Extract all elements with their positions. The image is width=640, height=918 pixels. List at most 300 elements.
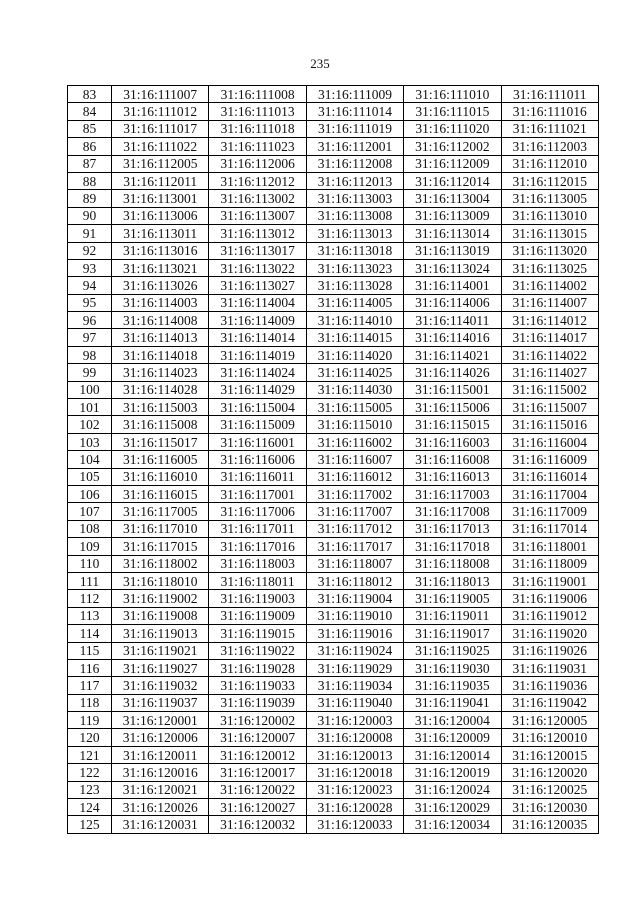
cadastral-code-cell: 31:16:113002 [209,190,306,207]
row-number-cell: 118 [68,694,112,711]
cadastral-code-cell: 31:16:115008 [112,416,209,433]
table-row [68,625,599,642]
cadastral-code-cell: 31:16:112015 [501,172,598,189]
cadastral-code-cell: 31:16:118013 [404,572,501,589]
cadastral-code-cell: 31:16:115006 [404,399,501,416]
cadastral-code-cell: 31:16:112002 [404,138,501,155]
table-row [68,312,599,329]
cadastral-code-cell: 31:16:113013 [306,225,403,242]
cadastral-code-cell: 31:16:114030 [306,381,403,398]
cadastral-code-cell: 31:16:118011 [209,572,306,589]
row-number-cell: 101 [68,399,112,416]
table-row [68,433,599,450]
cadastral-code-cell: 31:16:119034 [306,677,403,694]
cadastral-code-cell: 31:16:113024 [404,259,501,276]
cadastral-code-cell: 31:16:111010 [404,86,501,103]
cadastral-code-cell: 31:16:119016 [306,625,403,642]
cadastral-code-cell: 31:16:119040 [306,694,403,711]
cadastral-code-cell: 31:16:120022 [209,781,306,798]
table-row [68,120,599,137]
cadastral-code-cell: 31:16:112001 [306,138,403,155]
cadastral-code-cell: 31:16:117012 [306,520,403,537]
cadastral-code-cell: 31:16:114008 [112,312,209,329]
cadastral-code-cell: 31:16:112011 [112,172,209,189]
cadastral-code-cell: 31:16:114022 [501,346,598,363]
cadastral-code-cell: 31:16:116004 [501,433,598,450]
cadastral-code-cell: 31:16:116009 [501,451,598,468]
cadastral-code-cell: 31:16:117013 [404,520,501,537]
cadastral-code-cell: 31:16:116006 [209,451,306,468]
cadastral-code-cell: 31:16:113014 [404,225,501,242]
cadastral-code-cell: 31:16:120016 [112,764,209,781]
cadastral-code-cell: 31:16:120015 [501,746,598,763]
row-number-cell: 90 [68,207,112,224]
cadastral-table-body [68,86,599,834]
row-number-cell: 112 [68,590,112,607]
cadastral-code-cell: 31:16:119028 [209,659,306,676]
row-number-cell: 124 [68,799,112,816]
cadastral-code-cell: 31:16:119012 [501,607,598,624]
table-row [68,294,599,311]
cadastral-code-cell: 31:16:120001 [112,712,209,729]
cadastral-code-cell: 31:16:120006 [112,729,209,746]
cadastral-code-cell: 31:16:113011 [112,225,209,242]
cadastral-code-cell: 31:16:118012 [306,572,403,589]
row-number-cell: 125 [68,816,112,833]
row-number-cell: 93 [68,259,112,276]
table-row [68,590,599,607]
cadastral-code-cell: 31:16:111020 [404,120,501,137]
cadastral-code-cell: 31:16:116003 [404,433,501,450]
cadastral-code-cell: 31:16:117004 [501,485,598,502]
table-row [68,781,599,798]
table-row [68,677,599,694]
cadastral-code-cell: 31:16:111009 [306,86,403,103]
cadastral-code-cell: 31:16:119015 [209,625,306,642]
cadastral-code-cell: 31:16:115016 [501,416,598,433]
page-number: 235 [310,56,330,71]
cadastral-code-cell: 31:16:119041 [404,694,501,711]
cadastral-code-cell: 31:16:116005 [112,451,209,468]
cadastral-code-cell: 31:16:120010 [501,729,598,746]
row-number-cell: 98 [68,346,112,363]
cadastral-code-cell: 31:16:120030 [501,799,598,816]
cadastral-code-cell: 31:16:111013 [209,103,306,120]
cadastral-code-cell: 31:16:117011 [209,520,306,537]
row-number-cell: 105 [68,468,112,485]
cadastral-code-cell: 31:16:113006 [112,207,209,224]
cadastral-code-cell: 31:16:120023 [306,781,403,798]
cadastral-code-cell: 31:16:114004 [209,294,306,311]
cadastral-code-cell: 31:16:120027 [209,799,306,816]
cadastral-code-cell: 31:16:120018 [306,764,403,781]
cadastral-code-cell: 31:16:115003 [112,399,209,416]
cadastral-code-cell: 31:16:119032 [112,677,209,694]
cadastral-code-cell: 31:16:111016 [501,103,598,120]
cadastral-code-cell: 31:16:119005 [404,590,501,607]
cadastral-code-cell: 31:16:114001 [404,277,501,294]
cadastral-code-cell: 31:16:120009 [404,729,501,746]
table-row [68,364,599,381]
cadastral-code-cell: 31:16:119004 [306,590,403,607]
cadastral-code-cell: 31:16:118002 [112,555,209,572]
cadastral-code-cell: 31:16:120031 [112,816,209,833]
cadastral-code-cell: 31:16:117010 [112,520,209,537]
cadastral-code-cell: 31:16:115015 [404,416,501,433]
cadastral-code-cell: 31:16:119010 [306,607,403,624]
cadastral-code-cell: 31:16:116007 [306,451,403,468]
table-row [68,259,599,276]
cadastral-code-cell: 31:16:114023 [112,364,209,381]
table-row [68,607,599,624]
table-row [68,555,599,572]
row-number-cell: 121 [68,746,112,763]
cadastral-code-cell: 31:16:114005 [306,294,403,311]
cadastral-code-cell: 31:16:112003 [501,138,598,155]
row-number-cell: 103 [68,433,112,450]
cadastral-code-cell: 31:16:117005 [112,503,209,520]
cadastral-code-cell: 31:16:113028 [306,277,403,294]
table-row [68,729,599,746]
cadastral-code-cell: 31:16:120035 [501,816,598,833]
cadastral-code-cell: 31:16:112014 [404,172,501,189]
cadastral-code-cell: 31:16:114024 [209,364,306,381]
cadastral-code-cell: 31:16:116001 [209,433,306,450]
table-row [68,468,599,485]
row-number-cell: 89 [68,190,112,207]
cadastral-code-cell: 31:16:113026 [112,277,209,294]
cadastral-code-cell: 31:16:113018 [306,242,403,259]
cadastral-code-cell: 31:16:113012 [209,225,306,242]
cadastral-code-cell: 31:16:113008 [306,207,403,224]
table-row [68,799,599,816]
cadastral-code-cell: 31:16:120007 [209,729,306,746]
cadastral-code-cell: 31:16:111018 [209,120,306,137]
cadastral-code-cell: 31:16:120033 [306,816,403,833]
cadastral-code-cell: 31:16:114025 [306,364,403,381]
table-row [68,572,599,589]
cadastral-code-cell: 31:16:119021 [112,642,209,659]
cadastral-code-cell: 31:16:118008 [404,555,501,572]
cadastral-code-cell: 31:16:114021 [404,346,501,363]
table-row [68,485,599,502]
cadastral-code-cell: 31:16:118007 [306,555,403,572]
cadastral-code-cell: 31:16:118001 [501,538,598,555]
row-number-cell: 119 [68,712,112,729]
row-number-cell: 94 [68,277,112,294]
table-row [68,746,599,763]
cadastral-code-cell: 31:16:114020 [306,346,403,363]
cadastral-code-cell: 31:16:119025 [404,642,501,659]
cadastral-code-cell: 31:16:113007 [209,207,306,224]
table-row [68,816,599,833]
cadastral-code-cell: 31:16:120013 [306,746,403,763]
cadastral-code-cell: 31:16:120032 [209,816,306,833]
cadastral-code-cell: 31:16:114009 [209,312,306,329]
cadastral-code-cell: 31:16:115017 [112,433,209,450]
cadastral-code-cell: 31:16:119030 [404,659,501,676]
cadastral-code-cell: 31:16:113005 [501,190,598,207]
cadastral-code-cell: 31:16:111021 [501,120,598,137]
row-number-cell: 85 [68,120,112,137]
cadastral-code-cell: 31:16:119013 [112,625,209,642]
cadastral-code-cell: 31:16:114027 [501,364,598,381]
cadastral-code-cell: 31:16:120008 [306,729,403,746]
table-row [68,225,599,242]
row-number-cell: 100 [68,381,112,398]
table-row [68,416,599,433]
cadastral-code-cell: 31:16:116012 [306,468,403,485]
table-row [68,764,599,781]
cadastral-code-cell: 31:16:118003 [209,555,306,572]
cadastral-code-cell: 31:16:117003 [404,485,501,502]
cadastral-code-cell: 31:16:114016 [404,329,501,346]
row-number-cell: 116 [68,659,112,676]
cadastral-code-cell: 31:16:111015 [404,103,501,120]
cadastral-code-cell: 31:16:118010 [112,572,209,589]
row-number-cell: 111 [68,572,112,589]
cadastral-code-cell: 31:16:117015 [112,538,209,555]
table-row [68,503,599,520]
cadastral-code-cell: 31:16:115004 [209,399,306,416]
cadastral-code-cell: 31:16:119011 [404,607,501,624]
cadastral-code-cell: 31:16:113017 [209,242,306,259]
table-row [68,207,599,224]
cadastral-code-cell: 31:16:114028 [112,381,209,398]
cadastral-code-cell: 31:16:115005 [306,399,403,416]
cadastral-code-cell: 31:16:113009 [404,207,501,224]
cadastral-code-cell: 31:16:113015 [501,225,598,242]
cadastral-code-cell: 31:16:114002 [501,277,598,294]
table-row [68,155,599,172]
row-number-cell: 110 [68,555,112,572]
cadastral-code-cell: 31:16:116010 [112,468,209,485]
cadastral-code-cell: 31:16:117006 [209,503,306,520]
cadastral-code-cell: 31:16:114011 [404,312,501,329]
cadastral-code-cell: 31:16:119020 [501,625,598,642]
cadastral-code-cell: 31:16:113021 [112,259,209,276]
table-row [68,242,599,259]
row-number-cell: 122 [68,764,112,781]
cadastral-code-cell: 31:16:114026 [404,364,501,381]
table-row [68,190,599,207]
cadastral-code-cell: 31:16:111022 [112,138,209,155]
cadastral-code-cell: 31:16:120011 [112,746,209,763]
cadastral-code-cell: 31:16:119001 [501,572,598,589]
table-row [68,399,599,416]
cadastral-code-cell: 31:16:113027 [209,277,306,294]
cadastral-code-cell: 31:16:116008 [404,451,501,468]
table-row [68,538,599,555]
cadastral-code-cell: 31:16:116002 [306,433,403,450]
row-number-cell: 87 [68,155,112,172]
table-row [68,712,599,729]
cadastral-code-cell: 31:16:120020 [501,764,598,781]
cadastral-code-cell: 31:16:113022 [209,259,306,276]
cadastral-code-cell: 31:16:112012 [209,172,306,189]
cadastral-code-cell: 31:16:119017 [404,625,501,642]
row-number-cell: 107 [68,503,112,520]
cadastral-code-cell: 31:16:113020 [501,242,598,259]
cadastral-code-cell: 31:16:114014 [209,329,306,346]
cadastral-code-cell: 31:16:116013 [404,468,501,485]
row-number-cell: 91 [68,225,112,242]
row-number-cell: 97 [68,329,112,346]
cadastral-code-cell: 31:16:120026 [112,799,209,816]
cadastral-code-cell: 31:16:112006 [209,155,306,172]
cadastral-code-cell: 31:16:120003 [306,712,403,729]
table-row [68,346,599,363]
cadastral-code-cell: 31:16:111008 [209,86,306,103]
cadastral-code-cell: 31:16:113001 [112,190,209,207]
row-number-cell: 114 [68,625,112,642]
row-number-cell: 96 [68,312,112,329]
cadastral-code-cell: 31:16:117001 [209,485,306,502]
row-number-cell: 102 [68,416,112,433]
cadastral-code-cell: 31:16:120029 [404,799,501,816]
cadastral-code-cell: 31:16:120024 [404,781,501,798]
cadastral-code-cell: 31:16:119042 [501,694,598,711]
table-row [68,520,599,537]
table-row [68,103,599,120]
cadastral-code-cell: 31:16:119006 [501,590,598,607]
cadastral-code-cell: 31:16:119003 [209,590,306,607]
cadastral-code-cell: 31:16:119035 [404,677,501,694]
cadastral-code-cell: 31:16:119039 [209,694,306,711]
row-number-cell: 117 [68,677,112,694]
cadastral-code-cell: 31:16:114013 [112,329,209,346]
cadastral-code-cell: 31:16:114007 [501,294,598,311]
cadastral-code-cell: 31:16:120002 [209,712,306,729]
cadastral-code-cell: 31:16:113025 [501,259,598,276]
cadastral-code-cell: 31:16:119029 [306,659,403,676]
cadastral-code-cell: 31:16:113003 [306,190,403,207]
cadastral-code-cell: 31:16:111017 [112,120,209,137]
row-number-cell: 86 [68,138,112,155]
cadastral-code-cell: 31:16:119008 [112,607,209,624]
cadastral-code-cell: 31:16:117007 [306,503,403,520]
cadastral-code-cell: 31:16:114019 [209,346,306,363]
cadastral-code-cell: 31:16:111019 [306,120,403,137]
cadastral-code-cell: 31:16:115002 [501,381,598,398]
cadastral-code-cell: 31:16:119027 [112,659,209,676]
row-number-cell: 113 [68,607,112,624]
cadastral-code-cell: 31:16:114012 [501,312,598,329]
cadastral-code-cell: 31:16:120017 [209,764,306,781]
cadastral-code-cell: 31:16:112008 [306,155,403,172]
cadastral-code-cell: 31:16:116011 [209,468,306,485]
cadastral-code-cell: 31:16:117002 [306,485,403,502]
cadastral-code-cell: 31:16:117009 [501,503,598,520]
cadastral-code-cell: 31:16:116014 [501,468,598,485]
cadastral-code-cell: 31:16:114029 [209,381,306,398]
cadastral-code-cell: 31:16:114015 [306,329,403,346]
cadastral-code-cell: 31:16:120005 [501,712,598,729]
row-number-cell: 120 [68,729,112,746]
table-row [68,642,599,659]
table-row [68,329,599,346]
table-row [68,694,599,711]
cadastral-code-cell: 31:16:112005 [112,155,209,172]
cadastral-code-cell: 31:16:117008 [404,503,501,520]
cadastral-code-cell: 31:16:119031 [501,659,598,676]
cadastral-code-cell: 31:16:112010 [501,155,598,172]
cadastral-code-cell: 31:16:119036 [501,677,598,694]
cadastral-code-cell: 31:16:119024 [306,642,403,659]
row-number-cell: 83 [68,86,112,103]
row-number-cell: 115 [68,642,112,659]
row-number-cell: 92 [68,242,112,259]
cadastral-code-cell: 31:16:114018 [112,346,209,363]
cadastral-code-cell: 31:16:114006 [404,294,501,311]
row-number-cell: 95 [68,294,112,311]
cadastral-code-cell: 31:16:120021 [112,781,209,798]
cadastral-code-cell: 31:16:119026 [501,642,598,659]
cadastral-code-cell: 31:16:119002 [112,590,209,607]
cadastral-code-cell: 31:16:111011 [501,86,598,103]
cadastral-code-cell: 31:16:117016 [209,538,306,555]
table-row [68,172,599,189]
row-number-cell: 104 [68,451,112,468]
cadastral-code-cell: 31:16:115009 [209,416,306,433]
cadastral-code-cell: 31:16:116015 [112,485,209,502]
cadastral-code-cell: 31:16:114003 [112,294,209,311]
cadastral-code-cell: 31:16:112013 [306,172,403,189]
row-number-cell: 99 [68,364,112,381]
row-number-cell: 108 [68,520,112,537]
cadastral-code-cell: 31:16:118009 [501,555,598,572]
cadastral-code-cell: 31:16:115010 [306,416,403,433]
cadastral-code-cell: 31:16:111023 [209,138,306,155]
cadastral-code-cell: 31:16:120014 [404,746,501,763]
row-number-cell: 109 [68,538,112,555]
table-row [68,451,599,468]
cadastral-code-cell: 31:16:111007 [112,86,209,103]
cadastral-code-cell: 31:16:120004 [404,712,501,729]
row-number-cell: 123 [68,781,112,798]
cadastral-code-cell: 31:16:120012 [209,746,306,763]
row-number-cell: 88 [68,172,112,189]
cadastral-code-cell: 31:16:113019 [404,242,501,259]
cadastral-code-cell: 31:16:120034 [404,816,501,833]
cadastral-code-cell: 31:16:120019 [404,764,501,781]
cadastral-code-cell: 31:16:119009 [209,607,306,624]
cadastral-table [67,85,599,834]
row-number-cell: 106 [68,485,112,502]
cadastral-code-cell: 31:16:119022 [209,642,306,659]
table-row [68,138,599,155]
table-row [68,277,599,294]
cadastral-code-cell: 31:16:119037 [112,694,209,711]
cadastral-code-cell: 31:16:117014 [501,520,598,537]
cadastral-code-cell: 31:16:117017 [306,538,403,555]
table-row [68,659,599,676]
cadastral-code-cell: 31:16:120028 [306,799,403,816]
cadastral-code-cell: 31:16:114010 [306,312,403,329]
cadastral-code-cell: 31:16:120025 [501,781,598,798]
cadastral-code-cell: 31:16:113023 [306,259,403,276]
table-row [68,381,599,398]
row-number-cell: 84 [68,103,112,120]
cadastral-code-cell: 31:16:113010 [501,207,598,224]
cadastral-code-cell: 31:16:115007 [501,399,598,416]
cadastral-code-cell: 31:16:115001 [404,381,501,398]
cadastral-code-cell: 31:16:117018 [404,538,501,555]
cadastral-code-cell: 31:16:112009 [404,155,501,172]
cadastral-code-cell: 31:16:111012 [112,103,209,120]
cadastral-code-cell: 31:16:114017 [501,329,598,346]
cadastral-code-cell: 31:16:111014 [306,103,403,120]
